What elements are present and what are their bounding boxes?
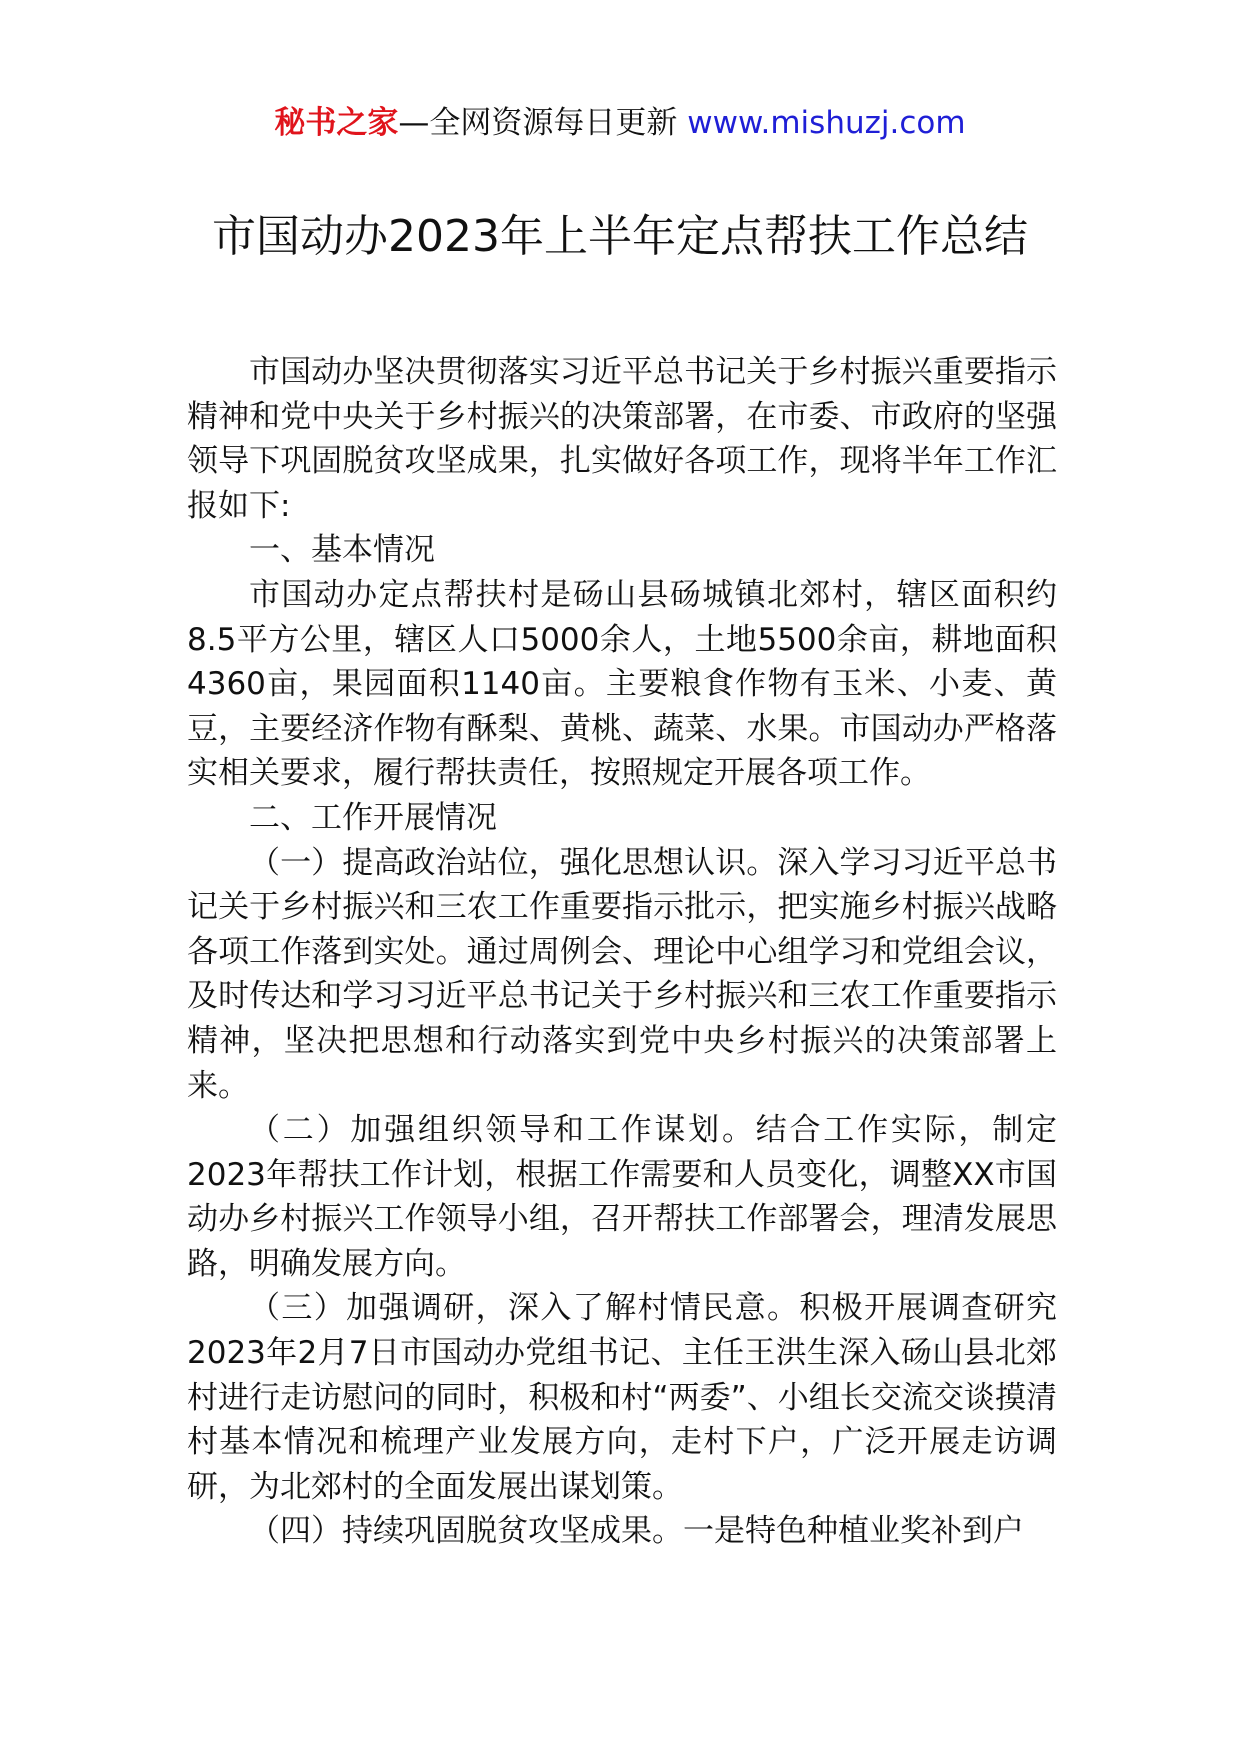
basic-situation-paragraph: 市国动办定点帮扶村是砀山县砀城镇北郊村，辖区面积约8.5平方公里，辖区人口5000余人，土地5500余亩，耕地面积4360亩，果园面积1140亩。主要粮食作物有玉米、小麦、黄豆，主要经济作物有酥梨、黄桃、蔬菜、水果。市国动办严格落实相关要求，履行帮扶责任，按照规定开展各项工作。 xyxy=(187,576,1057,792)
brand-name: 秘书之家 xyxy=(274,105,399,141)
intro-paragraph: 市国动办坚决贯彻落实习近平总书记关于乡村振兴重要指示精神和党中央关于乡村振兴的决策部署，在市委、市政府的坚强领导下巩固脱贫攻坚成果，扎实做好各项工作，现将半年工作汇报如下: xyxy=(187,354,1057,524)
header-slogan: —全网资源每日更新 xyxy=(398,105,688,141)
document-title: 市国动办2023年上半年定点帮扶工作总结 xyxy=(212,211,1028,262)
work-item-2-paragraph: （二）加强组织领导和工作谋划。结合工作实际，制定2023年帮扶工作计划，根据工作需要和人员变化，调整XX市国动办乡村振兴工作领导小组，召开帮扶工作部署会，理清发展思路，明确发展方向。 xyxy=(187,1112,1057,1282)
work-item-4-paragraph: （四）持续巩固脱贫攻坚成果。一是特色种植业奖补到户 xyxy=(249,1513,1024,1550)
section-heading-work-progress: 二、工作开展情况 xyxy=(249,799,497,836)
section-heading-basic-situation: 一、基本情况 xyxy=(249,532,435,569)
site-url-link[interactable]: www.mishuzj.com xyxy=(687,105,966,141)
document-body xyxy=(187,350,1057,1554)
work-item-1-paragraph: （一）提高政治站位，强化思想认识。深入学习习近平总书记关于乡村振兴和三农工作重要指示批示，把实施乡村振兴战略各项工作落到实处。通过周例会、理论中心组学习和党组会议，及时传达和学习习近平总书记关于乡村振兴和三农工作重要指示精神，坚决把思想和行动落实到党中央乡村振兴的决策部署上来。 xyxy=(187,844,1057,1104)
work-item-3-paragraph: （三）加强调研，深入了解村情民意。积极开展调查研究2023年2月7日市国动办党组书记、主任王洪生深入砀山县北郊村进行走访慰问的同时，积极和村“两委”、小组长交流交谈摸清村基本情况和梳理产业发展方向，走村下户，广泛开展走访调研，为北郊村的全面发展出谋划策。 xyxy=(187,1290,1057,1505)
site-header xyxy=(0,100,1240,146)
